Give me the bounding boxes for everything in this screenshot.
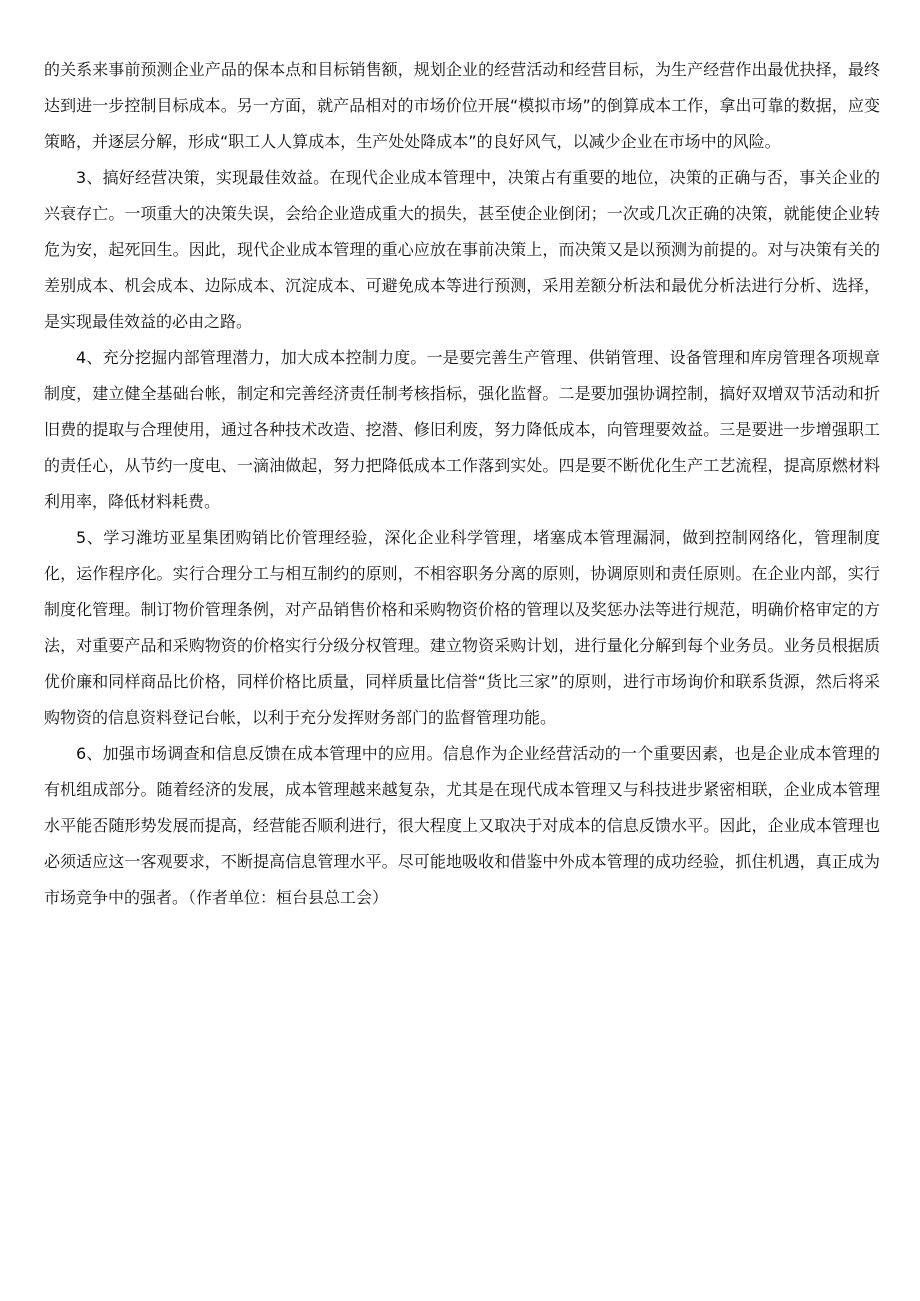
- paragraph-continuation: 的关系来事前预测企业产品的保本点和目标销售额，规划企业的经营活动和经营目标，为生产经营作出最优抉择，最终达到进一步控制目标成本。另一方面，就产品相对的市场价位开展“模拟市场”的倒算成本工作，拿出可靠的数据，应变策略，并逐层分解，形成“职工人人算成本，生产处处降成本”的良好风气，以减少企业在市场中的风险。: [44, 60, 880, 151]
- paragraph-item-5: 5、学习潍坊亚星集团购销比价管理经验，深化企业科学管理，堵塞成本管理漏洞，做到控制网络化，管理制度化，运作程序化。实行合理分工与相互制约的原则，不相容职务分离的原则，协调原则和责任原则。在企业内部，实行制度化管理。制订物价管理条例，对产品销售价格和采购物资价格的管理以及奖惩办法等进行规范，明确价格审定的方法，对重要产品和采购物资的价格实行分级分权管理。建立物资采购计划，进行量化分解到每个业务员。业务员根据质优价廉和同样商品比价格，同样价格比质量，同样质量比信誉“货比三家”的原则，进行市场询价和联系货源，然后将采购物资的信息资料登记台帐，以利于充分发挥财务部门的监督管理功能。: [44, 528, 880, 727]
- paragraph-item-6: 6、加强市场调查和信息反馈在成本管理中的应用。信息作为企业经营活动的一个重要因素，也是企业成本管理的有机组成部分。随着经济的发展，成本管理越来越复杂，尤其是在现代成本管理又与科技进步紧密相联，企业成本管理水平能否随形势发展而提高，经营能否顺利进行，很大程度上又取决于对成本的信息反馈水平。因此，企业成本管理也必须适应这一客观要求，不断提高信息管理水平。尽可能地吸收和借鉴中外成本管理的成功经验，抓住机遇，真正成为市场竞争中的强者。（作者单位：桓台县总工会）: [44, 744, 880, 907]
- document-page: [44, 52, 880, 916]
- paragraph-item-3: 3、搞好经营决策，实现最佳效益。在现代企业成本管理中，决策占有重要的地位，决策的正确与否，事关企业的兴衰存亡。一项重大的决策失误，会给企业造成重大的损失，甚至使企业倒闭；一次或几次正确的决策，就能使企业转危为安，起死回生。因此，现代企业成本管理的重心应放在事前决策上，而决策又是以预测为前提的。对与决策有关的差别成本、机会成本、边际成本、沉淀成本、可避免成本等进行预测，采用差额分析法和最优分析法进行分析、选择，是实现最佳效益的必由之路。: [44, 168, 880, 331]
- paragraph-item-4: 4、充分挖掘内部管理潜力，加大成本控制力度。一是要完善生产管理、供销管理、设备管理和库房管理各项规章制度，建立健全基础台帐，制定和完善经济责任制考核指标，强化监督。二是要加强协调控制，搞好双增双节活动和折旧费的提取与合理使用，通过各种技术改造、挖潜、修旧利废，努力降低成本，向管理要效益。三是要进一步增强职工的责任心，从节约一度电、一滴油做起，努力把降低成本工作落到实处。四是要不断优化生产工艺流程，提高原燃材料利用率，降低材料耗费。: [44, 348, 880, 511]
